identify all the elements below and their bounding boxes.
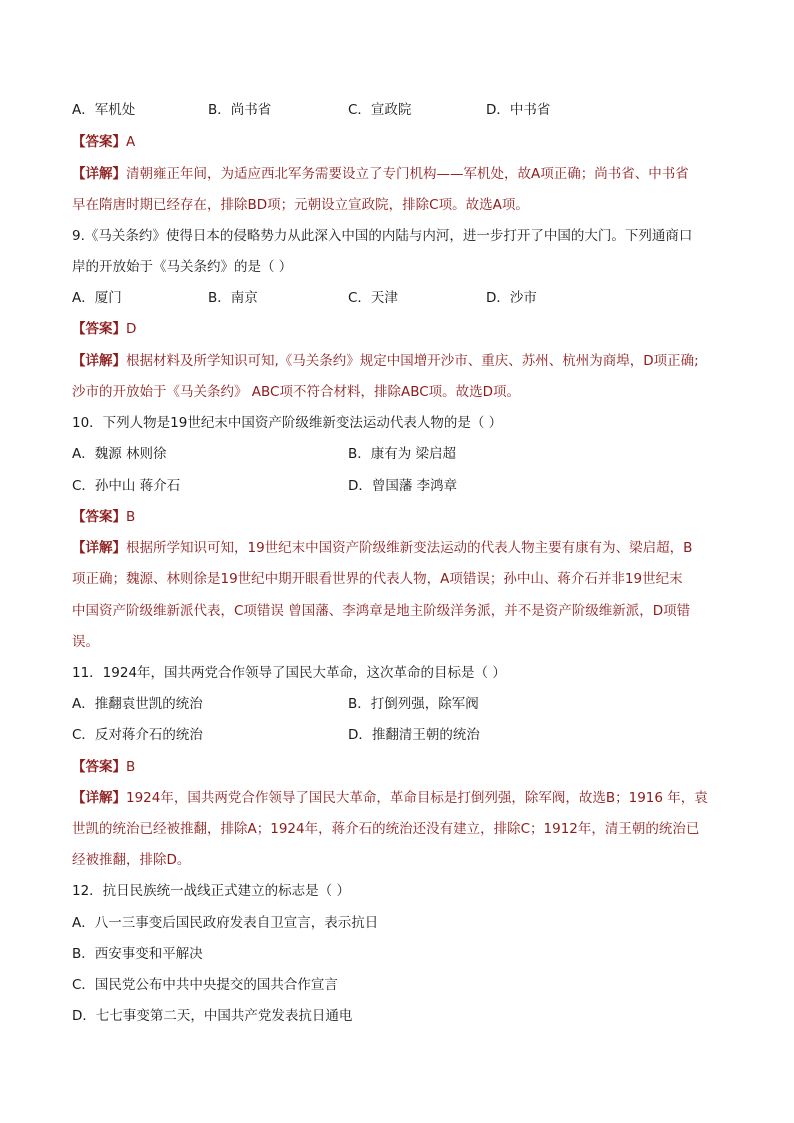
- q8-detail-line-2: 早在隋唐时期已经存在，排除BD项；元朝设立宣政院，排除C项。故选A项。: [72, 197, 529, 213]
- q8-answer: [72, 133, 135, 151]
- q10-detail-line-4: 误。: [72, 634, 99, 650]
- q12-option-a: A．八一三事变后国民政府发表自卫宣言，表示抗日: [72, 915, 379, 931]
- q12-option-c: C．国民党公布中共中央提交的国共合作宣言: [72, 977, 338, 993]
- detail-tag: 【详解】: [72, 353, 126, 369]
- q12-option-d: D．七七事变第二天，中国共产党发表抗日通电: [72, 1008, 353, 1024]
- q11-option-b: B．打倒列强，除军阀: [348, 696, 479, 712]
- detail-tag: 【详解】: [72, 166, 126, 182]
- q10-option-a: A．魏源 林则徐: [72, 446, 167, 462]
- q8-option-d: D．中书省: [486, 102, 551, 118]
- detail-text: 根据材料及所学知识可知,《马关条约》规定中国增开沙市、重庆、苏州、杭州为商埠，D项正确;: [126, 353, 699, 369]
- q11-answer: [72, 758, 135, 776]
- answer-value: A: [126, 134, 136, 150]
- q10-option-b: B．康有为 梁启超: [348, 446, 457, 462]
- answer-value: B: [126, 509, 136, 525]
- q9-option-c: C．天津: [348, 290, 398, 306]
- q8-option-b: B．尚书省: [208, 102, 272, 118]
- q8-detail-line-1: [72, 165, 689, 183]
- detail-tag: 【详解】: [72, 540, 126, 556]
- q9-detail-line-2: 沙市的开放始于《马关条约》 ABC项不符合材料，排除ABC项。故选D项。: [72, 384, 521, 400]
- answer-value: D: [126, 321, 137, 337]
- q8-option-a: A．军机处: [72, 102, 136, 118]
- q10-detail-line-2: 项正确；魏源、林则徐是19世纪中期开眼看世界的代表人物，A项错误；孙中山、蒋介石并非19世纪末: [72, 571, 683, 587]
- q11-option-c: C．反对蒋介石的统治: [72, 727, 203, 743]
- q10-option-c: C．孙中山 蒋介石: [72, 478, 181, 494]
- q11-option-a: A．推翻袁世凯的统治: [72, 696, 203, 712]
- q9-detail-line-1: [72, 352, 699, 370]
- detail-text: 根据所学知识可知，19世纪末中国资产阶级维新变法运动的代表人物主要有康有为、梁启超，B: [126, 540, 693, 556]
- q11-detail-line-3: 经被推翻，排除D。: [72, 852, 191, 868]
- detail-text: 清朝雍正年间，为适应西北军务需要设立了专门机构——军机处，故A项正确；尚书省、中书省: [126, 166, 689, 182]
- q8-option-c: C．宣政院: [348, 102, 412, 118]
- q10-stem: 10．下列人物是19世纪末中国资产阶级维新变法运动代表人物的是（ ）: [72, 415, 503, 431]
- q9-answer: [72, 320, 136, 338]
- detail-text: 1924年，国共两党合作领导了国民大革命，革命目标是打倒列强，除军阀，故选B；1916 年，袁: [126, 790, 708, 806]
- q12-stem: 12．抗日民族统一战线正式建立的标志是（ ）: [72, 883, 350, 899]
- q10-option-d: D．曾国藩 李鸿章: [348, 478, 458, 494]
- q12-option-b: B．西安事变和平解决: [72, 946, 203, 962]
- q11-detail-line-2: 世凯的统治已经被推翻，排除A；1924年，蒋介石的统治还没有建立，排除C；1912年，清王朝的统治已: [72, 821, 700, 837]
- q10-detail-line-1: [72, 539, 692, 557]
- q10-answer: [72, 508, 135, 526]
- q10-detail-line-3: 中国资产阶级维新派代表，C项错误 曾国藩、李鸿章是地主阶级洋务派，并不是资产阶级维新派，D项错: [72, 603, 691, 619]
- answer-tag: 【答案】: [72, 134, 126, 150]
- answer-tag: 【答案】: [72, 321, 126, 337]
- q9-option-d: D．沙市: [486, 290, 537, 306]
- answer-tag: 【答案】: [72, 509, 126, 525]
- q9-option-a: A．厦门: [72, 290, 122, 306]
- answer-value: B: [126, 759, 136, 775]
- q9-option-b: B．南京: [208, 290, 258, 306]
- detail-tag: 【详解】: [72, 790, 126, 806]
- q9-stem-line-1: 9.《马关条约》使得日本的侵略势力从此深入中国的内陆与内河，进一步打开了中国的大门。下列通商口: [72, 228, 693, 244]
- answer-tag: 【答案】: [72, 759, 126, 775]
- q11-stem: 11．1924年，国共两党合作领导了国民大革命，这次革命的目标是（ ）: [72, 665, 506, 681]
- q11-detail-line-1: [72, 789, 708, 807]
- q11-option-d: D．推翻清王朝的统治: [348, 727, 480, 743]
- q9-stem-line-2: 岸的开放始于《马关条约》的是（ ）: [72, 259, 293, 275]
